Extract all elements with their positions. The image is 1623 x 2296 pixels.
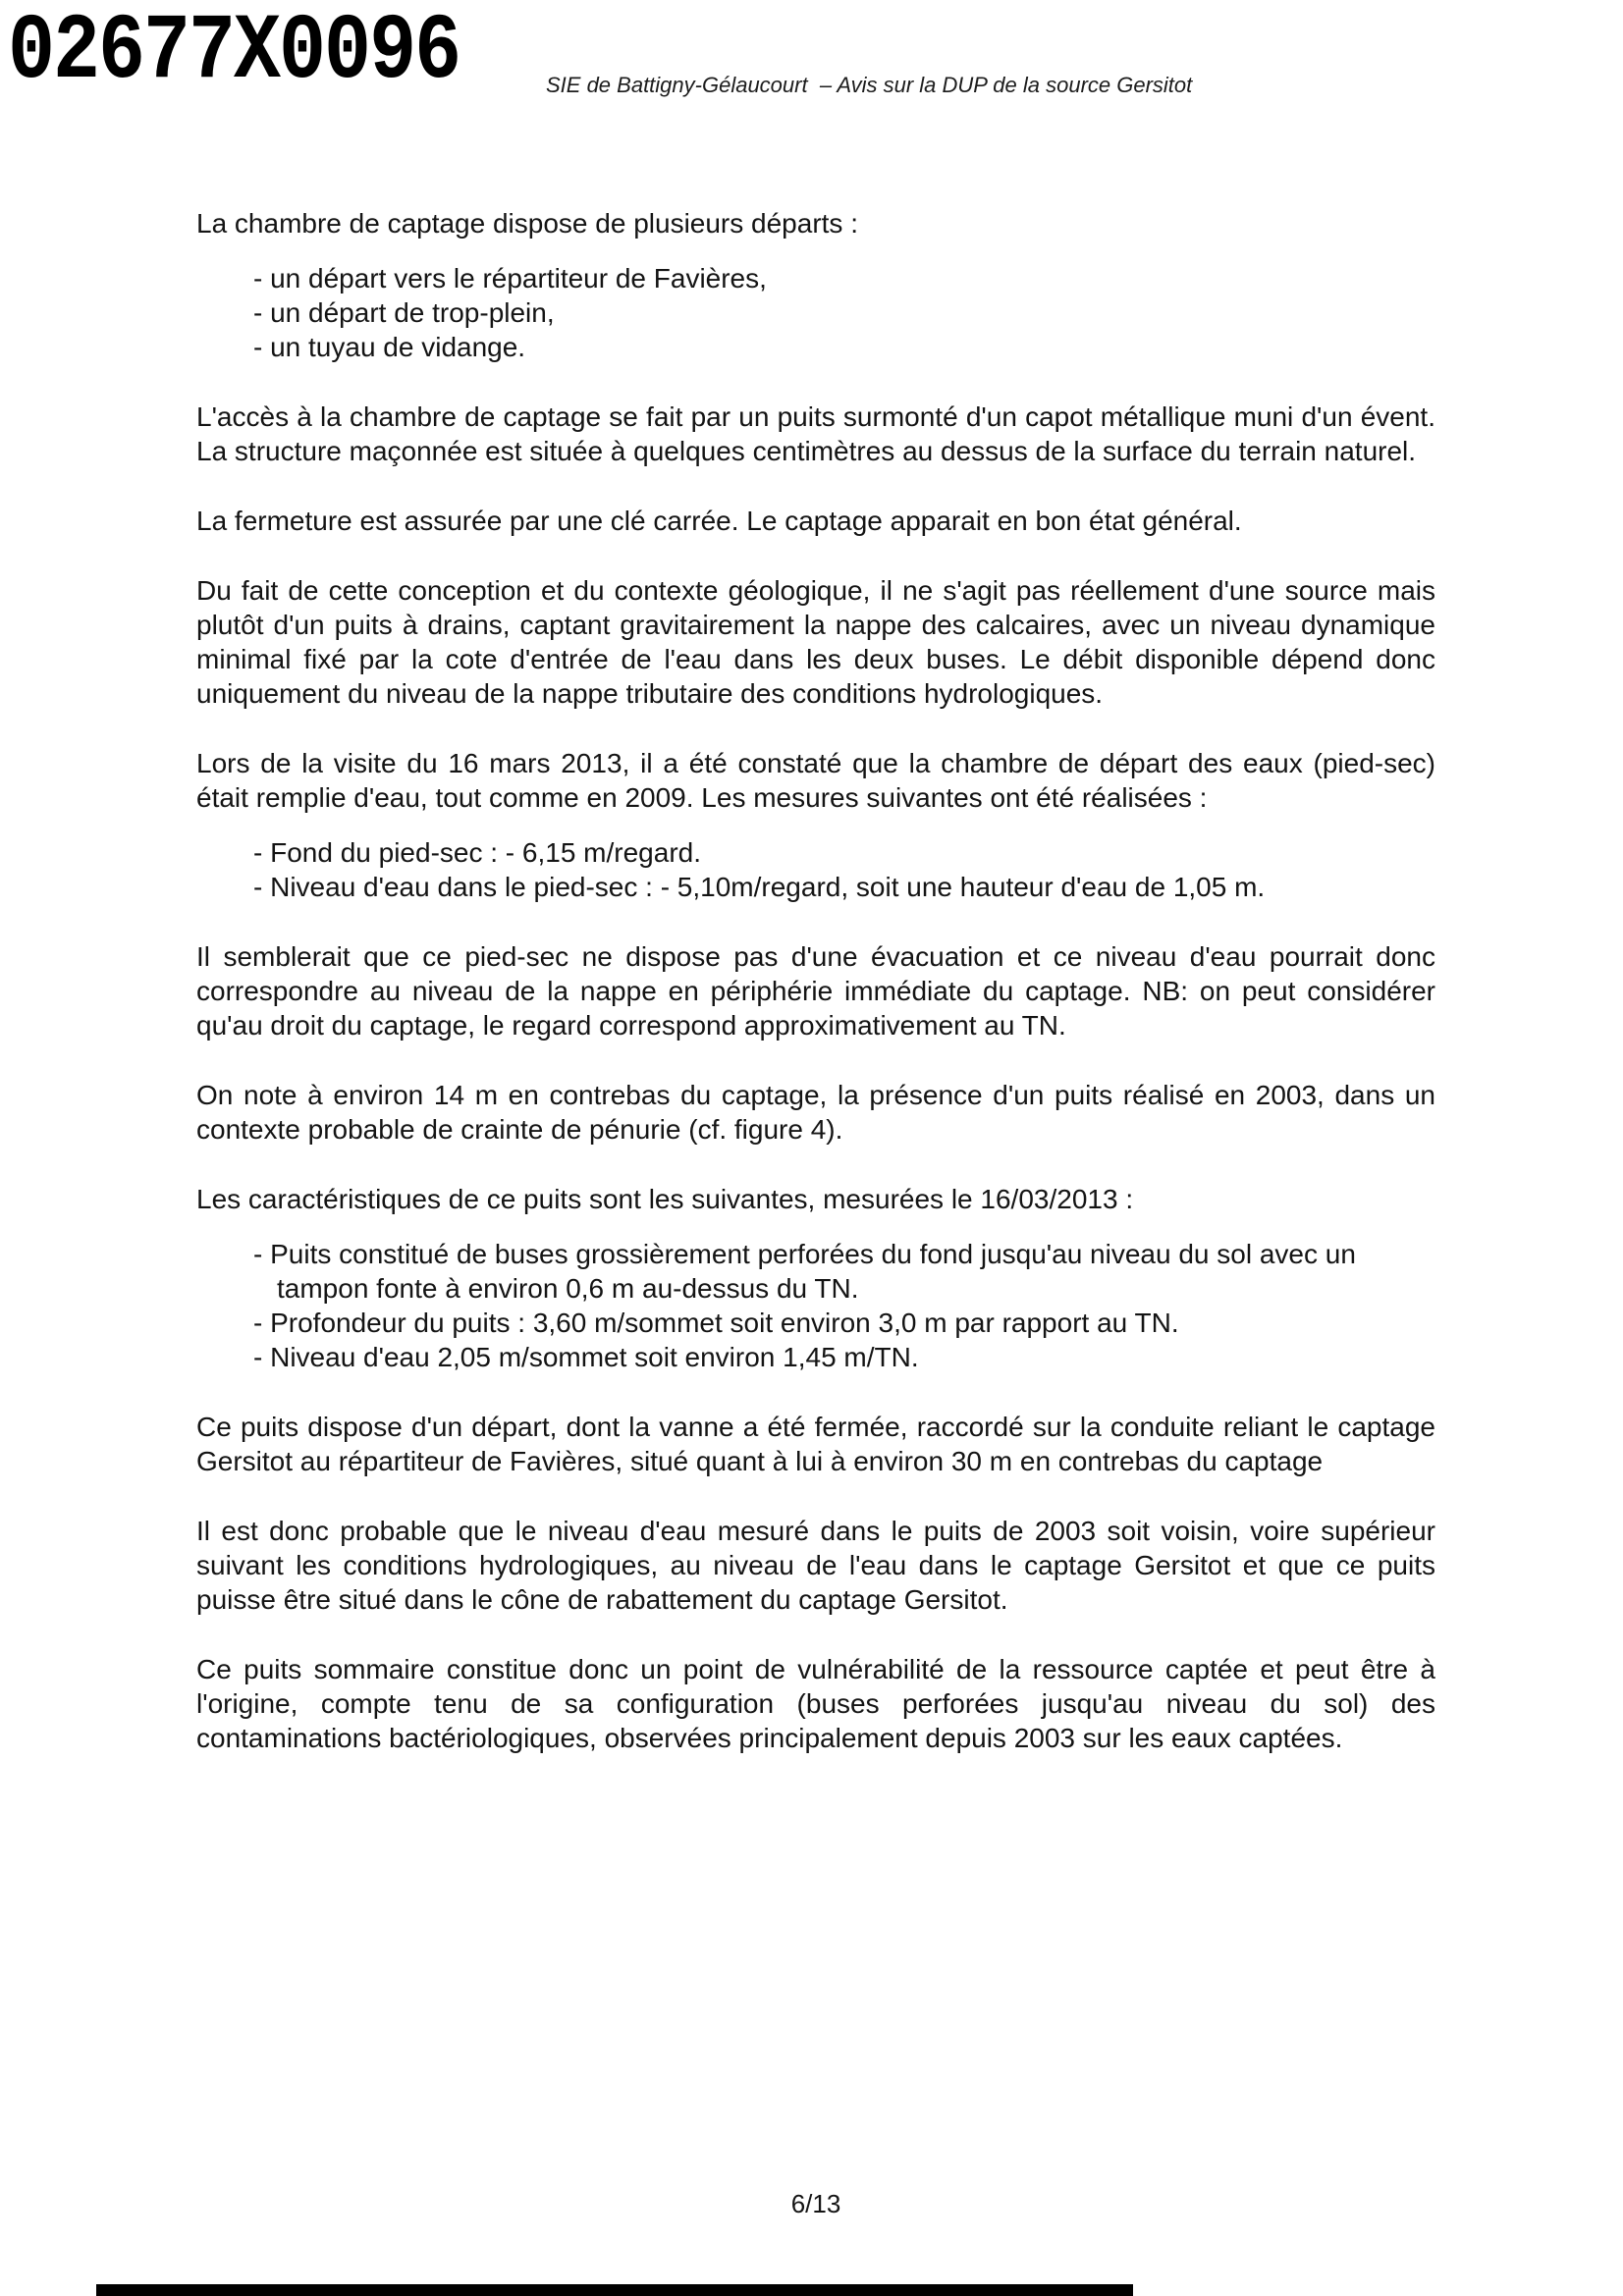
list-item: - Niveau d'eau dans le pied-sec : - 5,10m/regard, soit une hauteur d'eau de 1,05 m. bbox=[253, 872, 1266, 902]
paragraph-puits-2003: On note à environ 14 m en contrebas du captage, la présence d'un puits réalisé en 2003, dans un contexte probable de crainte de pénurie (cf. figure 4). bbox=[196, 1080, 1435, 1145]
page-number: 6/13 bbox=[790, 2189, 841, 2218]
list-item: - un tuyau de vidange. bbox=[253, 332, 526, 362]
paragraph-fermeture: La fermeture est assurée par une clé carrée. Le captage apparait en bon état général. bbox=[196, 506, 1242, 536]
bullet-list-caracteristiques bbox=[196, 1237, 1435, 1374]
list-item: - Puits constitué de buses grossièrement perforées du fond jusqu'au niveau du sol avec un tampon fonte à environ 0,6 m au-dessus du TN. bbox=[253, 1239, 1356, 1304]
list-item: - Profondeur du puits : 3,60 m/sommet soit environ 3,0 m par rapport au TN. bbox=[253, 1308, 1179, 1338]
list-item: - Fond du pied-sec : - 6,15 m/regard. bbox=[253, 837, 701, 868]
paragraph-pied-sec: Il semblerait que ce pied-sec ne dispose pas d'une évacuation et ce niveau d'eau pourrait donc correspondre au niveau de la nappe en périphérie immédiate du captage. NB: on peut considérer qu'au droit du captage, le regard correspond approximativement au TN. bbox=[196, 941, 1435, 1041]
paragraph-intro-departs: La chambre de captage dispose de plusieurs départs : bbox=[196, 208, 858, 239]
bullet-list-departs bbox=[196, 261, 1435, 364]
scan-edge-artifact bbox=[96, 2284, 1133, 2296]
list-item: - Niveau d'eau 2,05 m/sommet soit environ 1,45 m/TN. bbox=[253, 1342, 919, 1372]
paragraph-caracteristiques: Les caractéristiques de ce puits sont les suivantes, mesurées le 16/03/2013 : bbox=[196, 1184, 1134, 1214]
bullet-list-mesures bbox=[196, 835, 1435, 904]
bss-code: 02677X0096 bbox=[8, 0, 460, 106]
paragraph-niveau-eau: Il est donc probable que le niveau d'eau mesuré dans le puits de 2003 soit voisin, voire supérieur suivant les conditions hydrologiques, au niveau de l'eau dans le captage Gersitot et que ce puits puisse être situé dans le cône de rabattement du captage Gersitot. bbox=[196, 1516, 1435, 1615]
paragraph-vulnerabilite: Ce puits sommaire constitue donc un point de vulnérabilité de la ressource captée et peut être à l'origine, compte tenu de sa configuration (buses perforées jusqu'au niveau du sol) des contaminations bactériologiques, observées principalement depuis 2003 sur les eaux captées. bbox=[196, 1654, 1435, 1753]
running-header: SIE de Battigny-Gélaucourt – Avis sur la DUP de la source Gersitot bbox=[546, 73, 1193, 97]
document-body bbox=[196, 206, 1435, 1755]
paragraph-conception: Du fait de cette conception et du contexte géologique, il ne s'agit pas réellement d'une source mais plutôt d'un puits à drains, captant gravitairement la nappe des calcaires, avec un niveau dynamique minimal fixé par la cote d'entrée de l'eau dans les deux buses. Le débit disponible dépend donc uniquement du niveau de la nappe tributaire des conditions hydrologiques. bbox=[196, 575, 1435, 709]
list-item: - un départ de trop-plein, bbox=[253, 297, 555, 328]
paragraph-visite-2013: Lors de la visite du 16 mars 2013, il a été constaté que la chambre de départ des eaux (pied-sec) était remplie d'eau, tout comme en 2009. Les mesures suivantes ont été réalisées : bbox=[196, 748, 1435, 813]
list-item: - un départ vers le répartiteur de Favières, bbox=[253, 263, 767, 294]
paragraph-acces: L'accès à la chambre de captage se fait par un puits surmonté d'un capot métallique muni d'un évent. La structure maçonnée est située à quelques centimètres au dessus de la surface du terrain naturel. bbox=[196, 401, 1435, 466]
paragraph-depart-vanne: Ce puits dispose d'un départ, dont la vanne a été fermée, raccordé sur la conduite reliant le captage Gersitot au répartiteur de Favières, situé quant à lui à environ 30 m en contrebas du captage bbox=[196, 1412, 1435, 1476]
